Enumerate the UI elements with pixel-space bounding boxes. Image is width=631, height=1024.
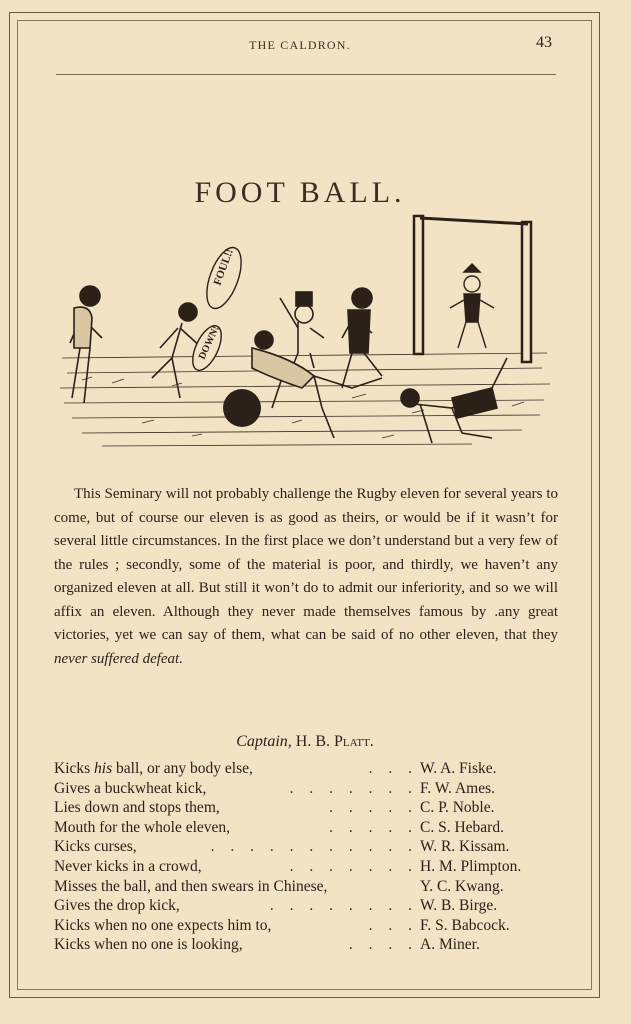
- goal-posts-icon: [414, 216, 531, 362]
- roster-description: [54, 798, 220, 818]
- roster-description-text: Never kicks in a crowd,: [54, 857, 202, 875]
- roster-description: [54, 837, 137, 857]
- roster-leader-dots: . . . . . . .: [289, 857, 418, 875]
- article-body-text: This Seminary will not probably challenge the Rugby eleven for several years to come, but of course our eleven is as good as theirs, or would be if it wasn’t for several little circumstances. In the first place we don’t understand but a very few of the rules ; secondly, some of the material is poor, and thirdly, we haven’t any organized eleven at all. But still it won’t do to admit our inferiority, and so we will affix an eleven. Although they never made themselves famous by .any great victories, yet we can say of them, what can be said of no other eleven, that they: [54, 486, 558, 643]
- team-roster: [54, 759, 564, 955]
- captain-label: Captain,: [236, 733, 292, 750]
- article-body-paragraph: [54, 483, 558, 671]
- article-body-emphasis: never suffered defeat.: [54, 650, 183, 667]
- roster-row: [54, 759, 564, 779]
- football-illustration: [52, 208, 557, 476]
- roster-leader-dots: . . . . .: [329, 818, 418, 836]
- roster-description: [54, 779, 206, 799]
- roster-leader-dots: . . . . . . . . . . .: [210, 838, 418, 856]
- roster-player-name: Y. C. Kwang.: [420, 877, 504, 895]
- roster-leader-dots: . . . . . . . .: [269, 897, 418, 915]
- referee-clown: [450, 264, 494, 348]
- page-number: 43: [536, 34, 552, 51]
- roster-row: [54, 779, 564, 799]
- roster-description-tail: ,: [202, 779, 207, 797]
- roster-row: [54, 877, 564, 897]
- captain-line: [0, 733, 610, 751]
- roster-description-text: Kicks when no one expects him to,: [54, 916, 272, 934]
- captain-name: H. B. Platt.: [295, 733, 374, 750]
- player-left: [70, 286, 102, 403]
- roster-description-tail: ball, or any body else,: [112, 760, 253, 777]
- roster-row: [54, 798, 564, 818]
- roster-leader-dots: . . . .: [348, 936, 418, 954]
- roster-description: [54, 896, 180, 916]
- roster-leader-dots: . . .: [368, 916, 418, 934]
- roster-description-text: Lies down and stops them,: [54, 799, 220, 817]
- roster-description-text: Mouth for the whole eleven,: [54, 818, 231, 836]
- roster-description: [54, 857, 202, 877]
- roster-player-name: C. P. Noble.: [420, 799, 495, 817]
- roster-player-name: A. Miner.: [420, 936, 480, 954]
- running-title: THE CALDRON.: [249, 38, 351, 52]
- roster-description-text: Gives the drop kick,: [54, 897, 180, 915]
- speech-bubble-down: [187, 322, 227, 375]
- roster-player-name: H. M. Plimpton.: [420, 857, 522, 875]
- roster-row: [54, 857, 564, 877]
- roster-description-text: Kicks: [54, 760, 95, 777]
- roster-row: [54, 935, 564, 955]
- roster-row: [54, 818, 564, 838]
- roster-leader-dots: . . . . . . .: [289, 779, 418, 797]
- roster-description: [54, 877, 327, 897]
- roster-leader-dots: . . . . .: [329, 799, 418, 817]
- roster-row: [54, 916, 564, 936]
- speech-bubble-foul: [200, 243, 248, 313]
- roster-player-name: F. S. Babcock.: [420, 916, 510, 934]
- player-standing-right: [342, 288, 382, 388]
- roster-description: [54, 916, 271, 936]
- roster-player-name: C. S. Hebard.: [420, 818, 504, 836]
- header-rule: [56, 74, 556, 75]
- roster-player-name: W. B. Birge.: [420, 897, 498, 915]
- roster-leader-dots: . . .: [368, 760, 418, 777]
- football-ball-icon: [223, 389, 261, 427]
- roster-description-text: Kicks curses,: [54, 838, 137, 856]
- roster-description-text: Misses the ball, and then swears in Chinese,: [54, 877, 328, 895]
- article-title: FOOT BALL.: [194, 176, 406, 209]
- roster-player-name: W. A. Fiske.: [420, 760, 497, 777]
- roster-description-italic: his: [94, 760, 113, 777]
- roster-player-name: W. R. Kissam.: [420, 838, 510, 856]
- roster-description-text: Gives a buckwheat kick: [54, 779, 203, 797]
- speech-bubble-foul-text: FOUL!!: [211, 247, 236, 288]
- roster-description: [54, 935, 243, 955]
- roster-description-text: Kicks when no one is looking,: [54, 936, 243, 954]
- roster-description: [54, 759, 253, 779]
- speech-bubble-down-text: DOWN!: [196, 324, 222, 362]
- roster-description: [54, 818, 230, 838]
- roster-player-name: F. W. Ames.: [420, 779, 495, 797]
- player-top-hat: [280, 292, 324, 368]
- roster-row: [54, 896, 564, 916]
- roster-row: [54, 837, 564, 857]
